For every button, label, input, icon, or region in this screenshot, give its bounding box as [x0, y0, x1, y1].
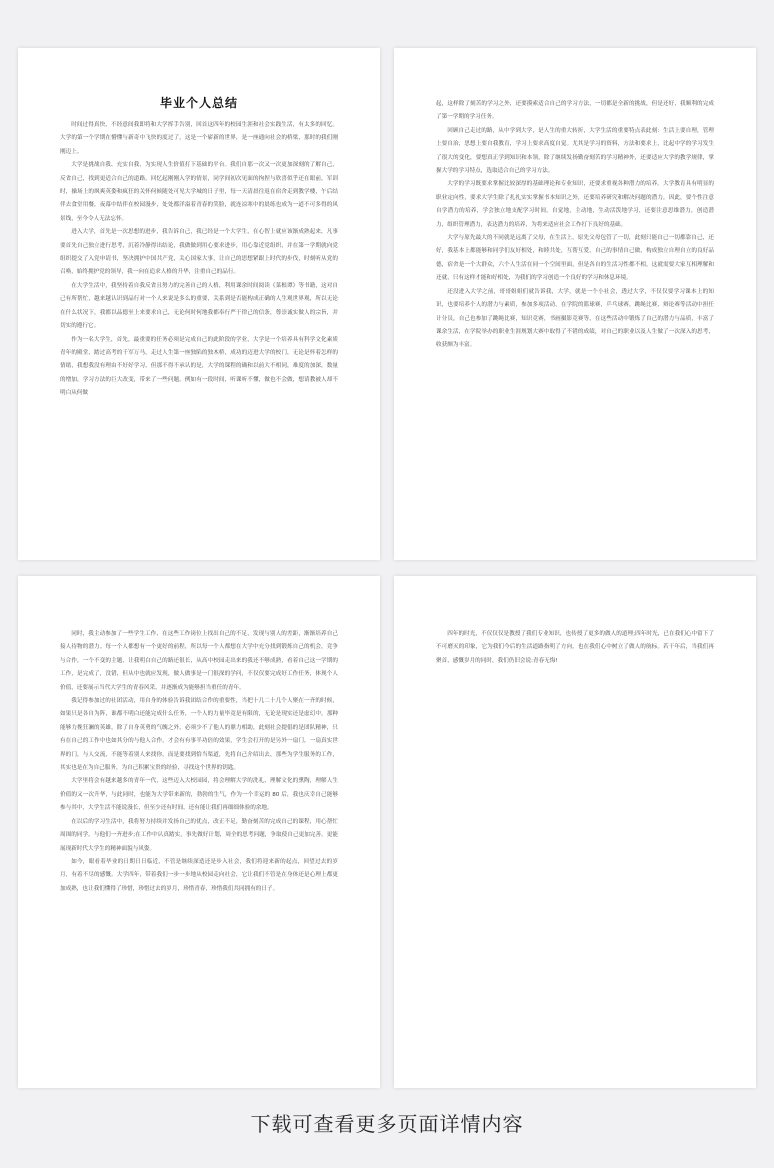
paragraph: 回顾自己走过的路，从中学到大学，是人生的重大转折，大学生活的重要特点表此刻：生活上要自理，管理上要自治，思想上要自我教育，学习上要求高度自觉。尤其是学习的资料，方法和要求上，比起中学的学习发生了很大的变化，要想真正学到知识和本领，除了继续发扬勤奋刻苦的学习精神外，还要适应大学的教学规律，掌握大学的学习特点，选取适合自己的学习方法。 [436, 127, 714, 175]
paragraph: 如今，眼看着毕业的日期日日临近，不管是继续深造还是步入社会，我们将迎来新的起点，回望过去的岁月，有着不尽的感慨。大学四年，带着我们一步一步地从校园走向社会，它让我们不管是在身体还是心理上都更加成熟，也让我们懂得了珍惜，珍惜过去的岁月，珍惜青春，珍惜我们共同拥有的日子。 [60, 858, 338, 892]
paragraph: 作为一名大学生，首先，最重要的任务必须是完成自己的此阶段的学业，大学是一个培养具有科学文化素质青年的殿堂，踏过高考的千军万马，走过人生第一座独陷的独木桥，成功的迈进大学的校门，无论是怀着怎样的情绪，我想我没有理由不好好学习，但那不得不承认的是，大学的课程的确和以前大不相同，难度的加深，数量的增加，学习方法的巨大改变，带来了一些问题，例如有一段时间，听课听不懂，做也不会做，想请教被人却不明白从何做 [60, 336, 338, 397]
paragraph: 大学里将会有越来越多的青年一代，这些迈入大校园园，将会理解大学的洗礼，理解文化的熏陶，理解人生价值的又一次升华，与此同时，也能为大学带来新的，勃勃的生气，作为一个幸运的 80 后，我也庆幸自己能够参与其中，大学生活不能说漫长，但至少还有时间，还有能让我们再细细体验的余地。 [60, 778, 338, 812]
paragraph: 我记得参加过的社团活动，用自身的体验告诉我团结合作的重要性，当把十几二十几个人聚在一齐的时候，如果只是各自为阵，谁都不明白还能完成什么任务，一个人的力量毕竟是有限的，无论是现实还是虚幻中，那种能够力挽狂澜的英雄，除了自身英勇的气魄之外，必须少不了他人的鼎力相助，此刻社会提倡的是团队精神，只有在自己的工作中也如其分的与他人合作，才会有有事半功倍的效果，学生会打开的是另外一扇门，一扇真实世界的门，与人交流，不能等着别人来找你，而是要找到恰当渠道，先将自己介绍出去，那些为学生服务的工作，其实也是在为自己服务，为自己积累宝贵的经验，寻找这个世界的钥匙。 [60, 698, 338, 772]
document-title: 毕业个人总结 [159, 96, 238, 110]
paragraph: 四年的时光，不仅仅仅是教授了我们专业知识，也传授了更多的做人的道理;四年时光，已在我们心中留下了不可磨灭的印象，它为我们今后的生活道路指明了方向，也在我们心中树立了做人的航标。若干年后，当我们再聚首，感慨岁月的同时，我们仍旧会说:青春无悔! [436, 631, 714, 664]
document-page-2 [394, 48, 756, 560]
paragraph: 进入大学，首先是一次思想的进步，我告诉自己，我已经是一个大学生，在心智上就应该渐成熟起来，凡事要首先自己独立进行思考，沉着冷静得出结论，我做做到用心要求进步，用心靠近党组织，并在第一学期就向党组织提交了入党申请书，坚决拥护中国共产党，关心国家大事，让自己的思想紧跟上时代的步伐，时刻听从党的召唤，始终拥护党的领导，我一向在追求人格的升华，注重自己的品行。 [60, 229, 338, 276]
paragraph: 在以后的学习生活中，我将努力持续并发扬自己的优点，改正不足，勤奋刻苦的完成自己的课程，用心帮忙周围的同学，与他们一齐进步;在工作中认真踏实，事先做好计划，周全的思考问题，争取使自己更加完善，更能展现新时代大学生的精神面貌与风姿。 [60, 818, 338, 852]
paragraph: 在大学生活中，我坚持着自我反省且努力的完善自己的人格，利用课余时间阅读《菜根谭》等书籍，这对自己有所帮忙，越来越认识到品行对一个人来说是多么的重要，关系到是否能构成正确的人生观世界观，所以无论在什么状况下，我都以品德至上来要求自己，无论何时何地我都奉行严于律己的信条，尊崇诚实做人的宗旨，并切实的遵行它。 [60, 282, 338, 330]
paragraph: 大学与原先最大的不同就是远离了父母，在生活上，原先父母包管了一切，此刻只能自己一切都靠自己，还好，我基本上都能够和同学们友好相处，和睦共处，互帮互爱，自己的事情自己做，构成独立自理自立的良好品德，宿舍是一个大群众，六个人生活在同一个空间里面，但是各自的生活习性都不相，这就需要大家互相理解和还就，只有这样才能和好相处，为我们的学习创造一个良好的学习和休息环境。 [436, 235, 714, 282]
paragraph: 还没进入大学之前，哥哥姐姐们就告诉我，大学，就是一个小社会，透过大学，不仅仅要学习课本上的知识，也要培养个人的潜力与素质，参加多项活动，在学院的篮球赛，乒乓球赛，跳绳比赛，辩论赛等活动中担任计分员，自己也参加了跳绳比赛，知识竞赛，书画摄影竞赛等，在这些活动中锻炼了自己的潜力与品质，丰富了课余生活，在学院举办的职业生涯规划大赛中取得了不错的成绩，对自己的职业以及人生做了一次深入的思考，收获颇为丰富。 [436, 288, 714, 349]
document-page-4 [394, 576, 756, 1088]
paragraph: 起，这样除了刻苦的学习之外，还要摸索适合自己的学习方法，一切都是全新的挑战，但是还好，我顺利的完成了第一学期的学习任务。 [436, 101, 714, 121]
download-more-link[interactable]: 下载可查看更多页面详情内容 [250, 1112, 524, 1136]
paragraph: 大学是挑战自我、充实自我，为实现人生价值打下基础的平台。我们自那一次又一次更加深刻的了解自己，反省自己，找到更适合自己的道路。回忆起刚刚入学的情景，同学间初次见面的拘捏与欣喜似乎还在眼前，军训时，操场上的飒爽英姿和疯狂的关怀何候随处可见大学城的日子里，每一天清晨往返在宿舍走到教学楼，午后结伴去食堂用餐，夜幕中结伴在校园漫步，处处都洋溢着青春的笑脸，就连凉寒中的晨练也成为一道不可多得的风景线，至今令人无法忘怀。 [60, 162, 338, 222]
document-page-1 [18, 48, 380, 560]
document-page-3 [18, 576, 380, 1088]
paragraph: 同时，我主动参加了一些学生工作，在这些工作岗位上找出自己的不足，发现与别人的差距，渐渐培养自己接人待物的潜力。每一个人都想有一个更好的前程，所以每一个人都想在大学中充分找到锻炼自己的机会，竞争与合作，一个不变的主题，让我明白自己的路还很长，从高中校园走出来的我还不够成熟，看着自己这一学期的工作，是完成了，没错，但从中也就应发现，做人做事是一门很深的学问，不仅仅要完成好工作任务，体现个人价值，还要展示当代大学生的青春风采，并逐渐成为能够担当重任的青年。 [60, 631, 338, 691]
paragraph: 大学的学习既要求掌握比较深厚的基础理论和专业知识，还要求重视各种潜力的培养。大学教育具有明显的职业定向性，要求大学生除了扎扎实实掌握书本知识之外，还要培养研究和解决问题的潜力，因此，要个性注意自学潜力的培养，学会独立地支配学习时间，自觉地，主动地，生动活泼地学习，还要注意思维潜力，创造潜力，组织管理潜力，表达潜力的培养，为将来适应社会工作打下良好的基础。 [436, 181, 714, 228]
paragraph: 时间过得真快，不经意间我即将和大学挥手告别，回首这四年的校园生涯和社会实践生活，有太多的回忆。大学的第一个学期在懵懂与新奇中飞快的度过了，这是一个崭新的世界，是一座通向社会的桥梁，那时的我们刚刚迈上。 [60, 122, 338, 155]
